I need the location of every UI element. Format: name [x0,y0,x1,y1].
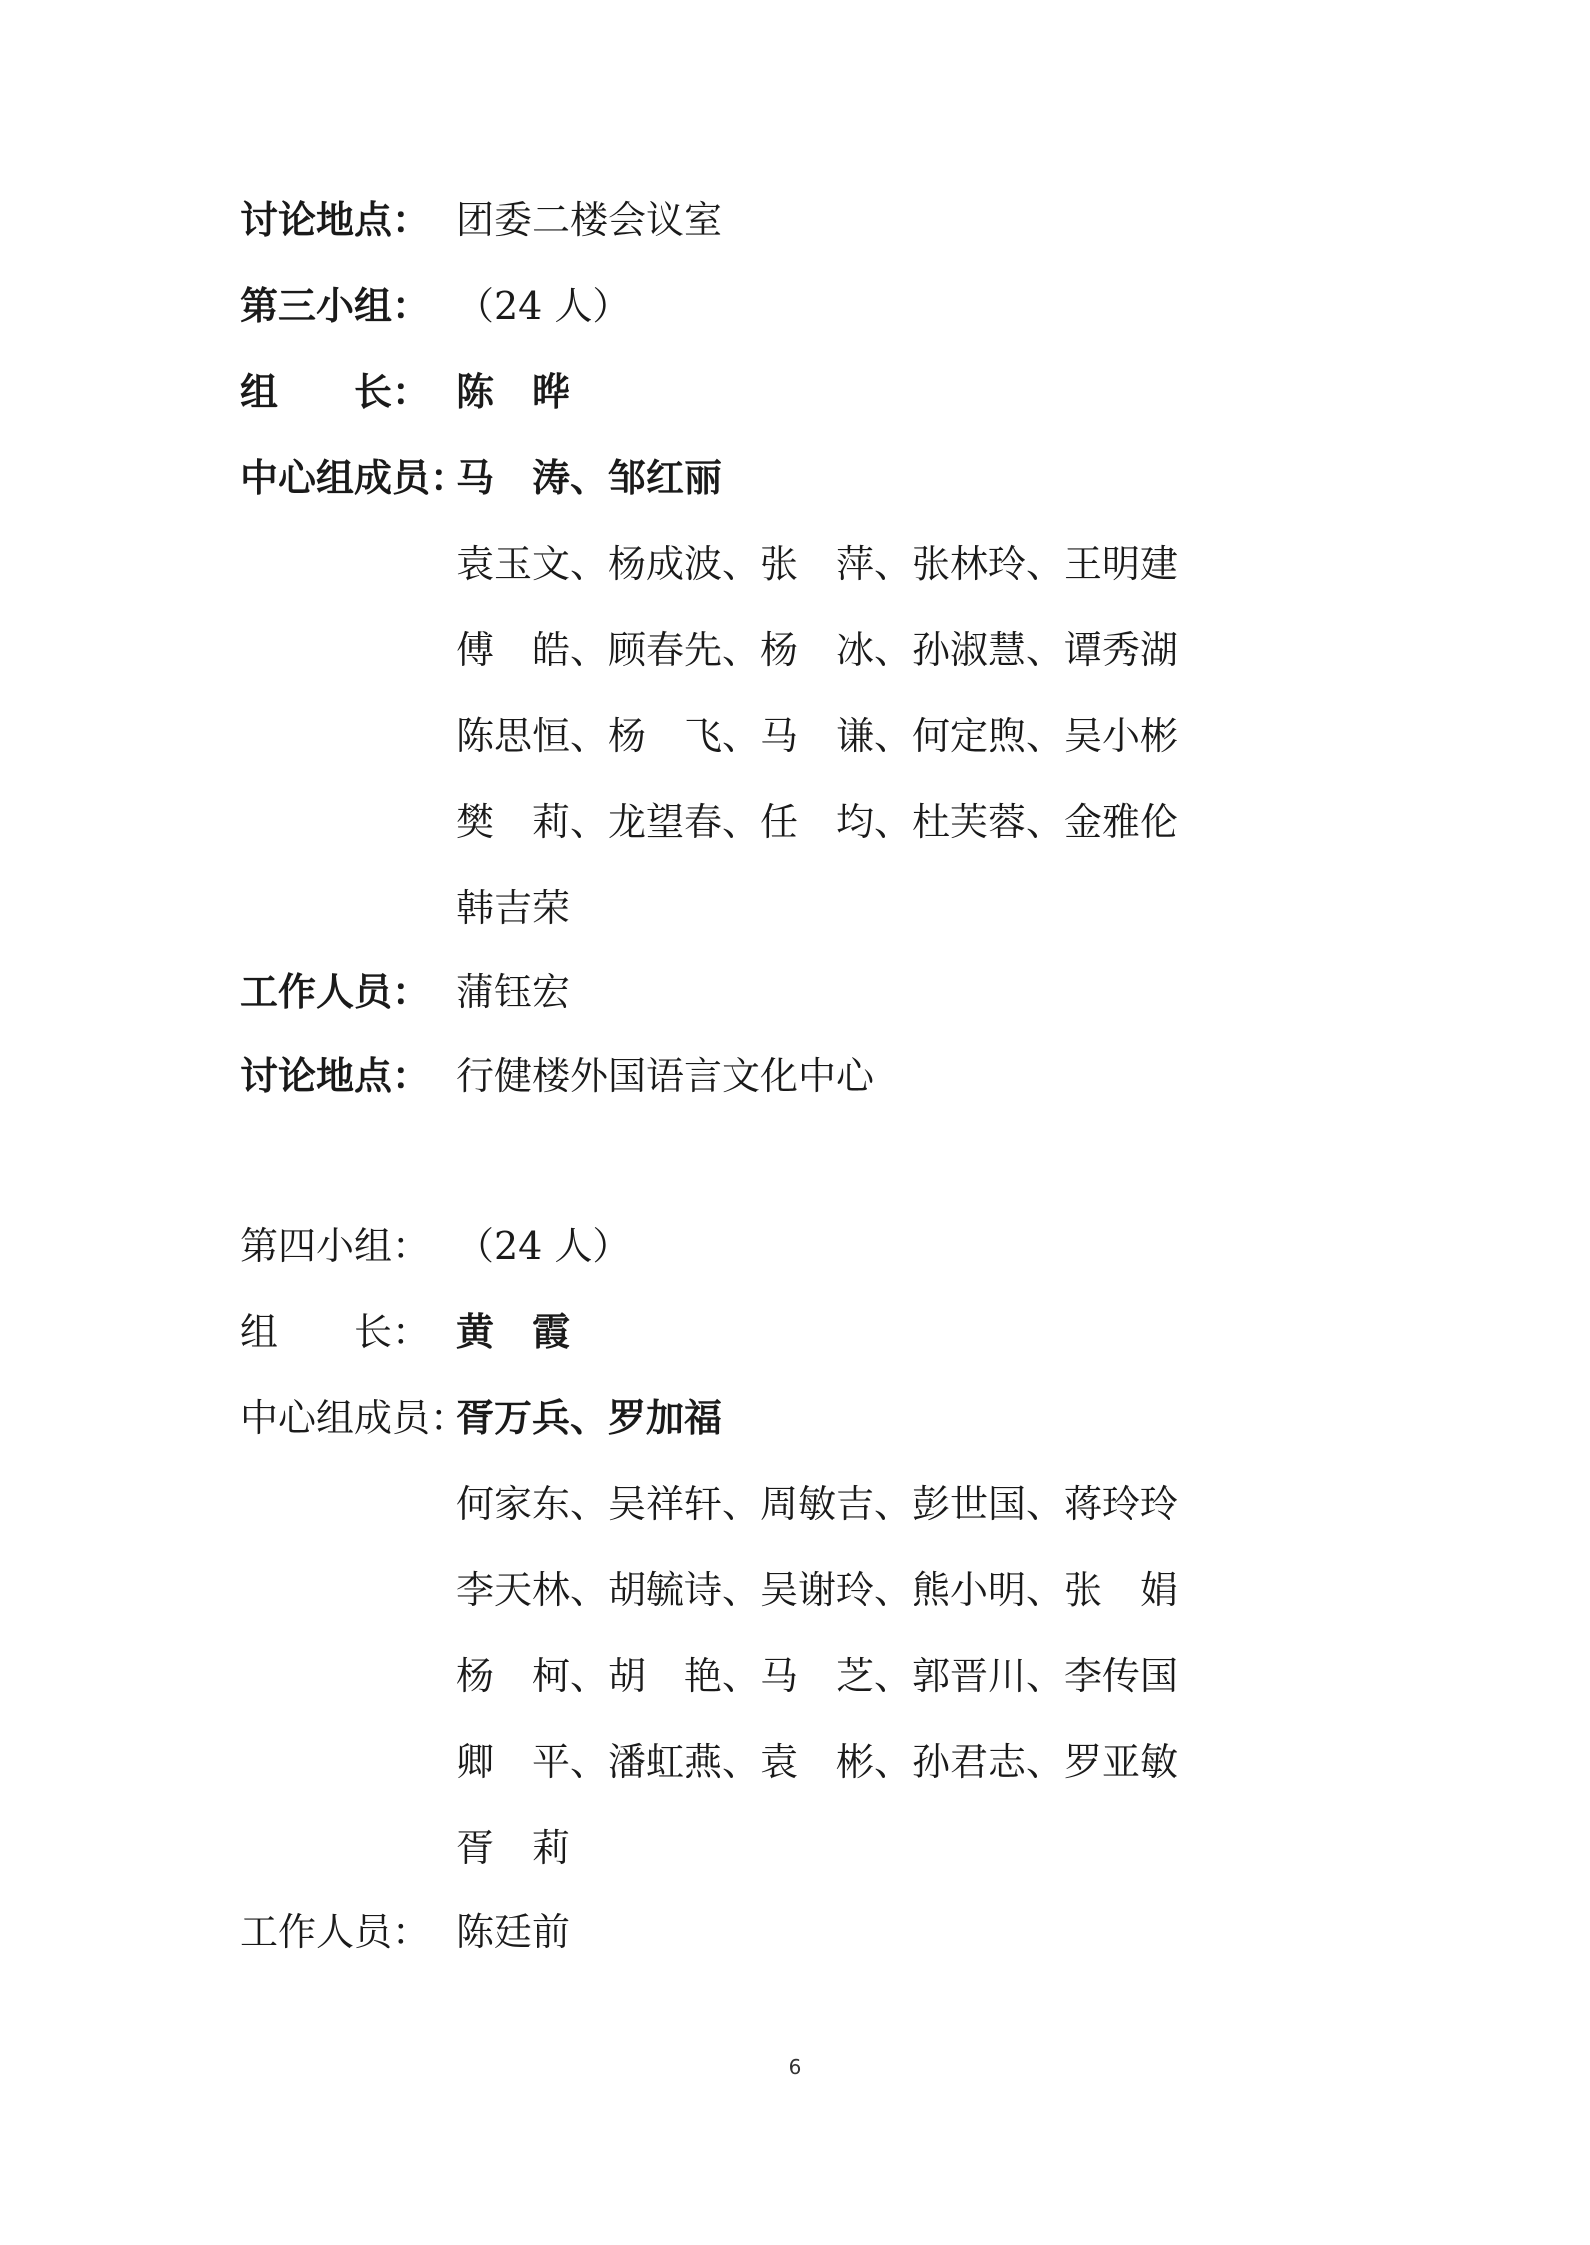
group3-member-line-4: 樊 莉、龙望春、任 均、杜芙蓉、金雅伦 [456,800,1179,844]
group3-title-count: （24 人） [456,284,631,328]
group4-leader-value: 黄 霞 [456,1309,571,1354]
group3-member-line-1: 袁玉文、杨成波、张 萍、张林玲、王明建 [456,542,1179,586]
group3-location-label: 讨论地点： [240,1053,431,1098]
group3-core-label: 中心组成员： [240,455,469,500]
group3-staff-label: 工作人员： [240,969,431,1014]
group4-title-label: 第四小组： [240,1224,431,1268]
group4-staff-value: 陈廷前 [456,1910,571,1954]
group4-title-count: （24 人） [456,1224,631,1268]
group3-member-line-3: 陈思恒、杨 飞、马 谦、何定煦、吴小彬 [456,714,1179,758]
group2-location-value: 团委二楼会议室 [456,198,723,242]
group3-leader-value: 陈 晔 [456,369,571,414]
group4-member-line-1: 何家东、吴祥轩、周敏吉、彭世国、蒋玲玲 [456,1482,1179,1526]
group3-member-line-5: 韩吉荣 [456,886,571,930]
group3-leader-label: 组 长： [240,369,431,414]
group4-member-line-3: 杨 柯、胡 艳、马 芝、郭晋川、李传国 [456,1654,1179,1698]
group3-member-line-2: 傅 皓、顾春先、杨 冰、孙淑慧、谭秀湖 [456,628,1179,672]
group4-core-label: 中心组成员： [240,1396,469,1440]
group4-member-line-2: 李天林、胡毓诗、吴谢玲、熊小明、张 娟 [456,1568,1179,1612]
group4-staff-label: 工作人员： [240,1910,431,1954]
group4-member-line-5: 胥 莉 [456,1826,571,1870]
group4-leader-label: 组 长： [240,1310,431,1354]
group3-core-value: 马 涛、邹红丽 [456,455,723,500]
group3-staff-value: 蒲钰宏 [456,970,571,1014]
group4-member-line-4: 卿 平、潘虹燕、袁 彬、孙君志、罗亚敏 [456,1740,1179,1784]
group3-location-value: 行健楼外国语言文化中心 [456,1054,875,1098]
group3-title-label: 第三小组： [240,283,431,328]
group2-location-label: 讨论地点： [240,197,431,242]
page-number: 6 [788,2055,802,2079]
group4-core-value: 胥万兵、罗加福 [456,1395,723,1440]
